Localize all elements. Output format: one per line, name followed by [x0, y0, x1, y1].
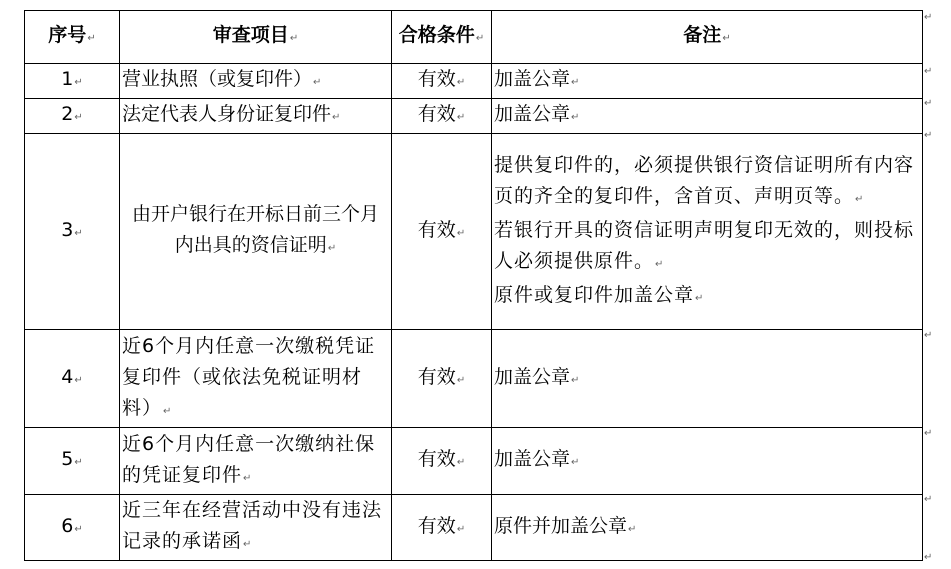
qualification-review-table	[24, 10, 923, 561]
remark: 加盖公章↵	[492, 64, 923, 99]
row-number: 3↵	[25, 134, 120, 330]
header-note: 备注↵	[492, 11, 923, 64]
table-row	[25, 99, 923, 134]
review-item: 法定代表人身份证复印件↵	[120, 99, 392, 134]
remark-line: 若银行开具的资信证明声明复印无效的，则投标人必须提供原件。↵	[494, 218, 915, 272]
pass-condition: 有效↵	[392, 330, 492, 428]
table-row	[25, 330, 923, 428]
table-row	[25, 495, 923, 561]
row-end-mark: ↵	[924, 552, 933, 563]
pass-condition: 有效↵	[392, 134, 492, 330]
remark: 原件并加盖公章↵	[492, 495, 923, 561]
table-row	[25, 64, 923, 99]
header-item: 审查项目↵	[120, 11, 392, 64]
remark-line: 提供复印件的，必须提供银行资信证明所有内容页的齐全的复印件，含首页、声明页等。↵	[494, 153, 915, 207]
review-item: 近6个月内任意一次缴纳社保的凭证复印件↵	[120, 428, 392, 495]
row-number: 2↵	[25, 99, 120, 134]
row-number: 5↵	[25, 428, 120, 495]
remark: 加盖公章↵	[492, 99, 923, 134]
pass-condition: 有效↵	[392, 495, 492, 561]
table-header-row	[25, 11, 923, 64]
row-number: 4↵	[25, 330, 120, 428]
row-end-mark: ↵	[924, 12, 933, 23]
pass-condition: 有效↵	[392, 99, 492, 134]
row-end-mark: ↵	[924, 130, 933, 141]
remark: 加盖公章↵	[492, 330, 923, 428]
pass-condition: 有效↵	[392, 428, 492, 495]
pass-condition: 有效↵	[392, 64, 492, 99]
table-row	[25, 134, 923, 330]
remark-line: 原件或复印件加盖公章↵	[494, 283, 705, 306]
row-number: 1↵	[25, 64, 120, 99]
row-end-mark: ↵	[924, 494, 933, 505]
review-item: 营业执照（或复印件）↵	[120, 64, 392, 99]
row-end-mark: ↵	[924, 428, 933, 439]
header-no: 序号↵	[25, 11, 120, 64]
remark: 加盖公章↵	[492, 428, 923, 495]
remark	[492, 134, 923, 330]
row-end-mark: ↵	[924, 66, 933, 77]
review-item: 由开户银行在开标日前三个月内出具的资信证明↵	[120, 134, 392, 330]
header-condition: 合格条件↵	[392, 11, 492, 64]
table-row	[25, 428, 923, 495]
review-item: 近6个月内任意一次缴税凭证复印件（或依法免税证明材料）↵	[120, 330, 392, 428]
row-number: 6↵	[25, 495, 120, 561]
review-item: 近三年在经营活动中没有违法记录的承诺函↵	[120, 495, 392, 561]
row-end-mark: ↵	[924, 98, 933, 109]
row-end-mark: ↵	[924, 330, 933, 341]
